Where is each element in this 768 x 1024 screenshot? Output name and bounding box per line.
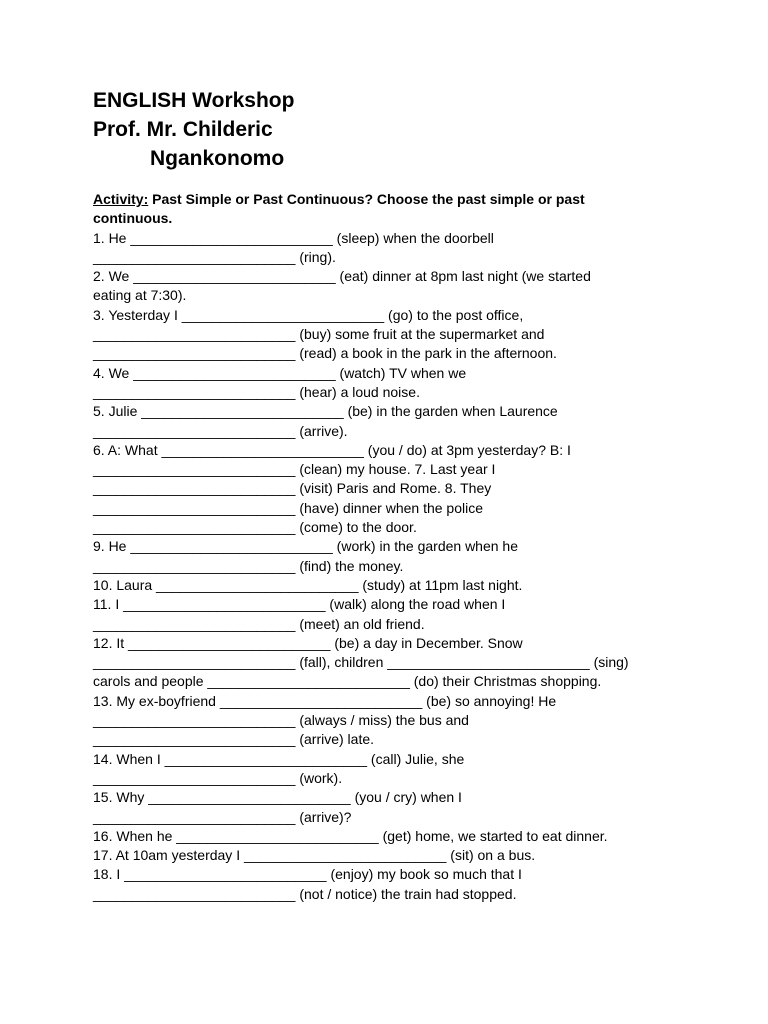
exercise-line: eating at 7:30). (93, 287, 187, 304)
activity-instruction-continued: continuous. (93, 210, 173, 227)
exercise-line: __________________________ (arrive) late. (93, 731, 375, 748)
exercise-line: 18. I __________________________ (enjoy) my book so much that I (93, 866, 522, 883)
exercise-line: 11. I __________________________ (walk) along the road when I (93, 596, 506, 613)
exercise-line: 13. My ex-boyfriend __________________________ (be) so annoying! He (93, 692, 557, 709)
exercise-line: 16. When he __________________________ (get) home, we started to eat dinner. (93, 827, 608, 844)
exercise-line: __________________________ (have) dinner when the police (93, 499, 483, 516)
activity-instructions (93, 190, 733, 229)
exercise-line: __________________________ (fall), children __________________________ (sing) (93, 654, 629, 671)
activity-instruction: Past Simple or Past Continuous? Choose the past simple or past (148, 191, 585, 207)
exercise-line: 10. Laura __________________________ (study) at 11pm last night. (93, 576, 523, 593)
exercise-line: __________________________ (clean) my house. 7. Last year I (93, 461, 496, 478)
worksheet-title: ENGLISH Workshop (93, 89, 295, 112)
exercise-line: __________________________ (come) to the door. (93, 519, 417, 536)
exercise-line: 9. He __________________________ (work) in the garden when he (93, 538, 519, 555)
exercise-line: __________________________ (meet) an old friend. (93, 615, 425, 632)
exercise-line: 6. A: What __________________________ (you / do) at 3pm yesterday? B: I (93, 441, 571, 458)
exercise-line: __________________________ (find) the money. (93, 557, 404, 574)
exercise-line: 4. We __________________________ (watch) TV when we (93, 364, 467, 381)
worksheet-page (93, 86, 733, 904)
exercise-line: __________________________ (always / miss) the bus and (93, 712, 469, 729)
exercise-line: 3. Yesterday I __________________________ (go) to the post office, (93, 306, 524, 323)
exercise-line: __________________________ (not / notice) the train had stopped. (93, 885, 517, 902)
activity-label: Activity: (93, 191, 149, 207)
exercise-line: __________________________ (arrive)? (93, 808, 352, 825)
exercise-line: 5. Julie __________________________ (be) in the garden when Laurence (93, 403, 558, 420)
teacher-name-line1: Prof. Mr. Childeric (93, 118, 273, 141)
exercise-line: __________________________ (arrive). (93, 422, 348, 439)
exercise-line: carols and people __________________________ (do) their Christmas shopping. (93, 673, 602, 690)
exercise-line: 14. When I __________________________ (call) Julie, she (93, 750, 465, 767)
exercise-list (93, 229, 733, 904)
exercise-line: 12. It __________________________ (be) a day in December. Snow (93, 634, 523, 651)
exercise-line: __________________________ (visit) Paris and Rome. 8. They (93, 480, 492, 497)
exercise-line: 15. Why __________________________ (you / cry) when I (93, 789, 462, 806)
activity-line (93, 190, 733, 209)
exercise-line: __________________________ (ring). (93, 248, 336, 265)
exercise-line: __________________________ (buy) some fruit at the supermarket and (93, 326, 545, 343)
exercise-line: __________________________ (hear) a loud noise. (93, 383, 420, 400)
teacher-name-line2: Ngankonomo (150, 147, 285, 170)
exercise-line: 2. We __________________________ (eat) dinner at 8pm last night (we started (93, 268, 591, 285)
exercise-line: __________________________ (read) a book in the park in the afternoon. (93, 345, 557, 362)
exercise-line: __________________________ (work). (93, 769, 343, 786)
exercise-line: 1. He __________________________ (sleep) when the doorbell (93, 229, 494, 246)
exercise-line: 17. At 10am yesterday I __________________________ (sit) on a bus. (93, 847, 536, 864)
